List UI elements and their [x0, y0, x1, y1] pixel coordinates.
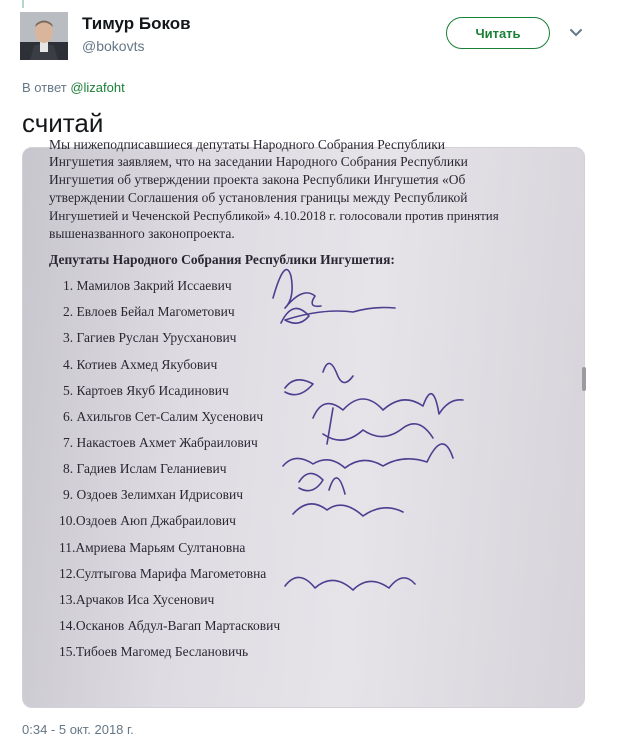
signatures — [23, 148, 586, 709]
signature — [285, 577, 415, 590]
signature — [285, 363, 353, 394]
signature — [299, 473, 345, 494]
chevron-down-icon[interactable] — [568, 27, 584, 39]
signature — [293, 504, 403, 516]
member-line: 5. Картоев Якуб Исадинович — [63, 383, 229, 398]
author-name[interactable]: Тимур Боков — [82, 14, 191, 33]
signature — [313, 394, 463, 418]
doc-intro-line: утверждении Соглашения об установления границы между Республикой — [49, 190, 468, 205]
tweet-text: считай — [22, 108, 104, 138]
signature — [323, 408, 433, 444]
member-line: 15.Тибоев Магомед Беслановичь — [59, 644, 249, 659]
member-line: 7. Накастоев Ахмет Жабраилович — [63, 435, 258, 450]
author-handle[interactable]: @bokovts — [82, 38, 145, 54]
doc-heading: Депутаты Народного Собрания Республики Ингушетия: — [49, 252, 395, 267]
thread-line — [22, 0, 24, 8]
user-avatar-photo-icon — [20, 12, 68, 60]
signature — [273, 270, 321, 308]
member-line: 1. Мамилов Закрий Иссаевич — [63, 278, 232, 293]
member-line: 8. Гадиев Ислам Геланиевич — [63, 461, 227, 476]
member-line: 10.Оздоев Аюп Джабраилович — [59, 513, 236, 528]
member-line: 13.Арчаков Иса Хусенович — [59, 592, 215, 607]
member-line: 2. Евлоев Бейал Магометович — [63, 304, 235, 319]
member-line: 6. Ахильгов Сет-Салим Хусенович — [63, 409, 264, 424]
reply-context — [22, 80, 125, 95]
signature — [283, 444, 453, 468]
reply-mention-link[interactable]: @lizafoht — [70, 80, 125, 95]
doc-intro-line: Мы нижеподписавшиеся депутаты Народного Собрания Республики — [49, 137, 446, 152]
member-line: 9. Оздоев Зелимхан Идрисович — [63, 487, 244, 502]
attached-photo[interactable] — [22, 137, 585, 708]
member-line: 12.Султыгова Марифа Магометовна — [59, 566, 267, 581]
member-line: 11.Амриева Марьям Султановна — [59, 540, 246, 555]
doc-intro-line: Ингушетией и Чеченской Республикой» 4.10.2018 г. голосовали против принятия — [49, 208, 499, 223]
avatar[interactable] — [20, 12, 68, 60]
doc-intro-line: Ингушетия заявляем, что на заседании Народного Собрания Республики — [49, 154, 468, 169]
tweet-timestamp[interactable]: 0:34 - 5 окт. 2018 г. — [22, 722, 134, 737]
member-line: 3. Гагиев Руслан Урусханович — [63, 330, 237, 345]
reply-prefix: В ответ — [22, 80, 71, 95]
doc-intro-line: вышеназванного законопроекта. — [49, 226, 235, 241]
follow-button[interactable]: Читать — [446, 17, 550, 49]
member-line: 14.Осканов Абдул-Вагап Мартаскович — [59, 618, 281, 633]
doc-intro-line: Ингушетия об утверждении проекта закона Республики Ингушетия «Об — [49, 172, 466, 187]
member-line: 4. Котиев Ахмед Якубович — [63, 357, 218, 372]
signature — [281, 308, 395, 324]
scroll-indicator — [582, 367, 586, 391]
